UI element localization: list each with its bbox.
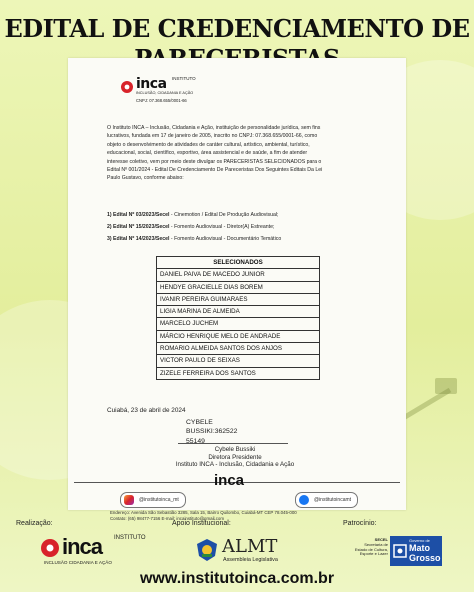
intro-paragraph	[107, 124, 375, 183]
patrocinio-label: Patrocínio:	[343, 520, 377, 527]
mt-line1: Mato	[409, 543, 430, 553]
signatory-role: Diretora Presidente	[208, 453, 262, 461]
state-emblem-icon	[393, 544, 407, 558]
paragraph-line: lucrativos, fundada em 17 de janeiro de 2005, inscrito no CNPJ: 07.368.655/0001-66, como	[107, 133, 318, 140]
address-block: Endereço: Avenida São Sebastião 3285, Sala 15, Bairro Quilombo, Cuiabá-MT CEP 78.045-000 Contato: (65) 98477-7156 E-mail: incainstituto@gmail.com	[110, 510, 297, 521]
table-row: ZIZELE FERREIRA DOS SANTOS	[157, 367, 319, 379]
edital-item: 3) Edital Nº 14/2023/Secel - Fomento Audiovisual - Documentário Temático	[107, 236, 282, 243]
mt-line2: Grosso	[409, 553, 441, 563]
table-row: HENDYE GRACIELLE DIAS BOREM	[157, 281, 319, 293]
inca-footer-logo	[40, 534, 150, 568]
table-row: IVANIR PEREIRA GUIMARAES	[157, 293, 319, 305]
signatory-block	[160, 446, 310, 469]
website-url[interactable]: www.institutoinca.com.br	[139, 570, 335, 587]
table-row: MARCELO JUCHEM	[157, 317, 319, 329]
almt-logo	[196, 536, 306, 568]
mato-grosso-logo	[390, 536, 442, 566]
almt-subtitle: Assembleia Legislativa	[223, 557, 278, 563]
signatory-name: Cybele Bussiki	[214, 446, 256, 453]
date-place: Cuiabá, 23 de abril de 2024	[107, 407, 186, 414]
inca-mark-icon	[40, 538, 60, 558]
secel-text: SECEL Secretaria de Estado de Cultura, Esporte e Lazer	[354, 537, 388, 557]
table-row: VICTOR PAULO DE SEIXAS	[157, 354, 319, 366]
selected-table	[156, 256, 320, 380]
edital-item: 2) Edital Nº 15/2023/Secel - Fomento Audiovisual - Diretor(A) Estreante;	[107, 224, 275, 231]
paragraph-line: Paulo Gustavo, conforme abaixo:	[107, 175, 184, 182]
table-row: MÁRCIO HENRIQUE MELO DE ANDRADE	[157, 330, 319, 342]
table-header: SELECIONADOS	[213, 259, 263, 266]
instagram-icon	[124, 495, 134, 505]
facebook-link[interactable]: @institutoincamt	[295, 492, 358, 508]
inca-footer-brand: inca	[62, 534, 103, 559]
mt-small: Governo de	[409, 538, 430, 543]
digital-signature: CYBELE BUSSIKI:362522 55149	[186, 419, 238, 445]
inca-footer-sup: INSTITUTO	[114, 535, 146, 541]
paragraph-line: O Instituto INCA – Inclusão, Cidadania e Ação, instituição de personalidade jurídica, sem fins	[107, 125, 321, 131]
paragraph-line: educacional, social, científico, esportivo, área assistencial e de saúde, a fim de atender	[107, 150, 308, 157]
paragraph-line: objeto o desenvolvimento de atividades de caráter cultural, artístico, ambiental, turístico,	[107, 141, 310, 148]
facebook-icon	[299, 495, 309, 505]
inca-sup: INSTITUTO	[172, 76, 196, 81]
table-row: ROMARIO ALMEIDA SANTOS DOS ANJOS	[157, 342, 319, 354]
table-row: DANIEL PAIVA DE MACEDO JUNIOR	[157, 268, 319, 280]
signatory-org: Instituto INCA - Inclusão, Cidadania e Ação	[175, 461, 295, 469]
signature-line	[178, 443, 288, 444]
almt-title: ALMT	[222, 536, 278, 557]
doc-footer-logo: inca	[214, 472, 245, 489]
instagram-link[interactable]: @institutoinca_mt	[120, 492, 186, 508]
inca-mark-icon	[120, 80, 134, 94]
inca-brand: inca	[136, 76, 167, 92]
crest-icon	[196, 538, 218, 562]
inca-cnpj: CNPJ: 07.368.655/0001-66	[136, 98, 187, 103]
editais-list	[107, 209, 377, 246]
table-row: LIGIA MARINA DE ALMEIDA	[157, 305, 319, 317]
paragraph-line: interesse coletivo, vem por meio deste divulgar os PARECERISTAS SELECIONADOS para o	[107, 158, 322, 165]
inca-footer-tagline: INCLUSÃO CIDADANIA E AÇÃO	[44, 560, 112, 565]
inca-tagline: INCLUSÃO, CIDADANIA E AÇÃO	[136, 91, 194, 95]
edital-item: 1) Edital Nº 03/2023/Secel - Cinemotion / Edital De Produção Audiovisual;	[107, 212, 279, 218]
headline-line-1: EDITAL DE CREDENCIAMENTO DE	[4, 14, 470, 43]
inca-document-logo	[120, 76, 210, 106]
apoio-label: Apoio Institucional:	[172, 520, 231, 527]
realizacao-label: Realização:	[16, 520, 53, 527]
paragraph-line: Edital Nº 001/2024 - Edital De Credenciamento De Pareceristas Dos Seguintes Editais Da Lei	[107, 167, 323, 174]
